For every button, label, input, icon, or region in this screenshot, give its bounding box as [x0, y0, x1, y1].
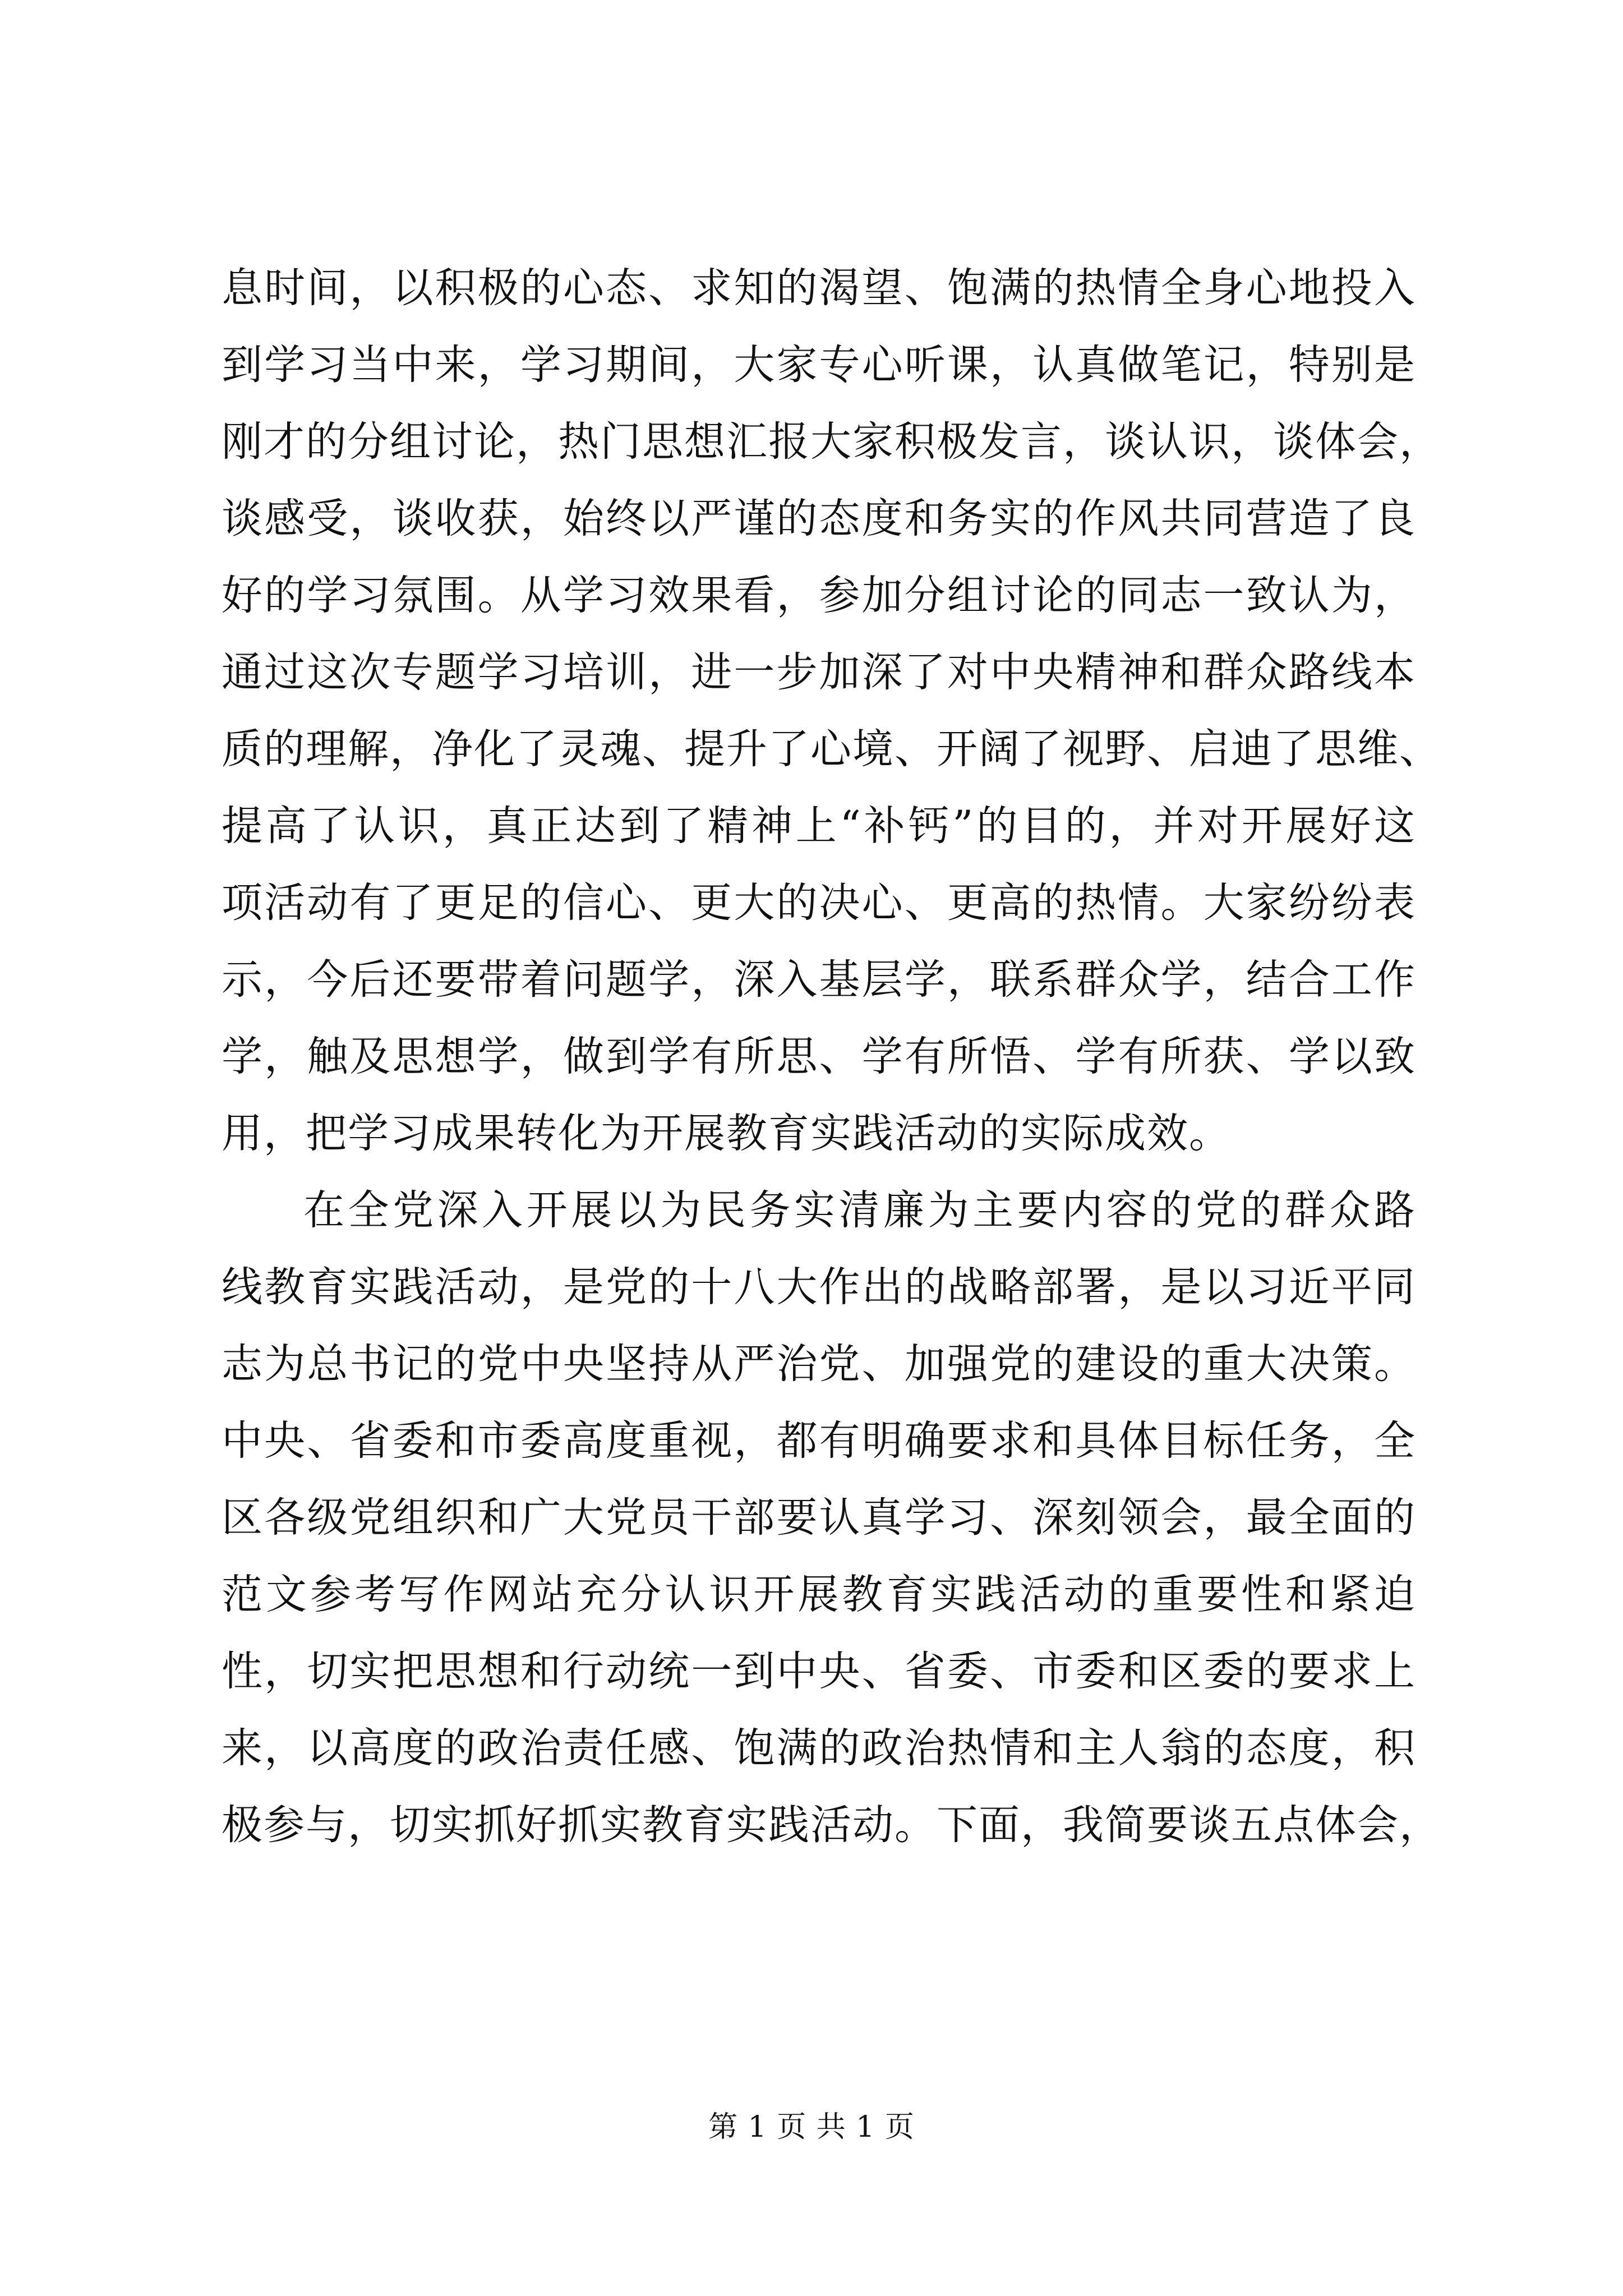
- page-number: 第 1 页 共 1 页: [708, 2110, 915, 2144]
- text-line: 性，切实把思想和行动统一到中央、省委、市委和区委的要求上: [222, 1648, 1416, 1695]
- text-line: 志为总书记的党中央坚持从严治党、加强党的建设的重大决策。: [222, 1340, 1416, 1388]
- text-line: 到学习当中来，学习期间，大家专心听课，认真做笔记，特别是: [222, 341, 1416, 389]
- text-line: 范文参考写作网站充分认识开展教育实践活动的重要性和紧迫: [222, 1571, 1416, 1618]
- text-line: 用，把学习成果转化为开展教育实践活动的实际成效。: [222, 1110, 1231, 1157]
- text-line: 线教育实践活动，是党的十八大作出的战略部署，是以习近平同: [222, 1263, 1416, 1311]
- text-line: 息时间，以积极的心态、求知的渴望、饱满的热情全身心地投入: [222, 264, 1416, 312]
- text-line: 通过这次专题学习培训，进一步加深了对中央精神和群众路线本: [222, 648, 1416, 696]
- text-line: 项活动有了更足的信心、更大的决心、更高的热情。大家纷纷表: [222, 879, 1416, 927]
- document-body: [222, 250, 1441, 1864]
- text-line: 极参与，切实抓好抓实教育实践活动。下面，我简要谈五点体会，: [222, 1801, 1441, 1849]
- text-line: 学，触及思想学，做到学有所思、学有所悟、学有所获、学以致: [222, 1033, 1416, 1080]
- paragraph-first-line: 在全党深入开展以为民务实清廉为主要内容的党的群众路: [303, 1186, 1416, 1234]
- text-line: 刚才的分组讨论，热门思想汇报大家积极发言，谈认识，谈体会，: [222, 418, 1441, 466]
- text-line: 质的理解，净化了灵魂、提升了心境、开阔了视野、启迪了思维、: [222, 725, 1441, 773]
- text-line: 来，以高度的政治责任感、饱满的政治热情和主人翁的态度，积: [222, 1724, 1416, 1772]
- text-line: 提高了认识，真正达到了精神上“补钙”的目的，并对开展好这: [222, 802, 1416, 850]
- text-line: 区各级党组织和广大党员干部要认真学习、深刻领会，最全面的: [222, 1494, 1416, 1542]
- text-line: 中央、省委和市委高度重视，都有明确要求和具体目标任务，全: [222, 1417, 1416, 1465]
- text-line: 好的学习氛围。从学习效果看，参加分组讨论的同志一致认为，: [222, 572, 1416, 619]
- text-line: 谈感受，谈收获，始终以严谨的态度和务实的作风共同营造了良: [222, 495, 1416, 542]
- page-footer: [0, 2109, 1623, 2145]
- text-line: 示，今后还要带着问题学，深入基层学，联系群众学，结合工作: [222, 956, 1416, 1004]
